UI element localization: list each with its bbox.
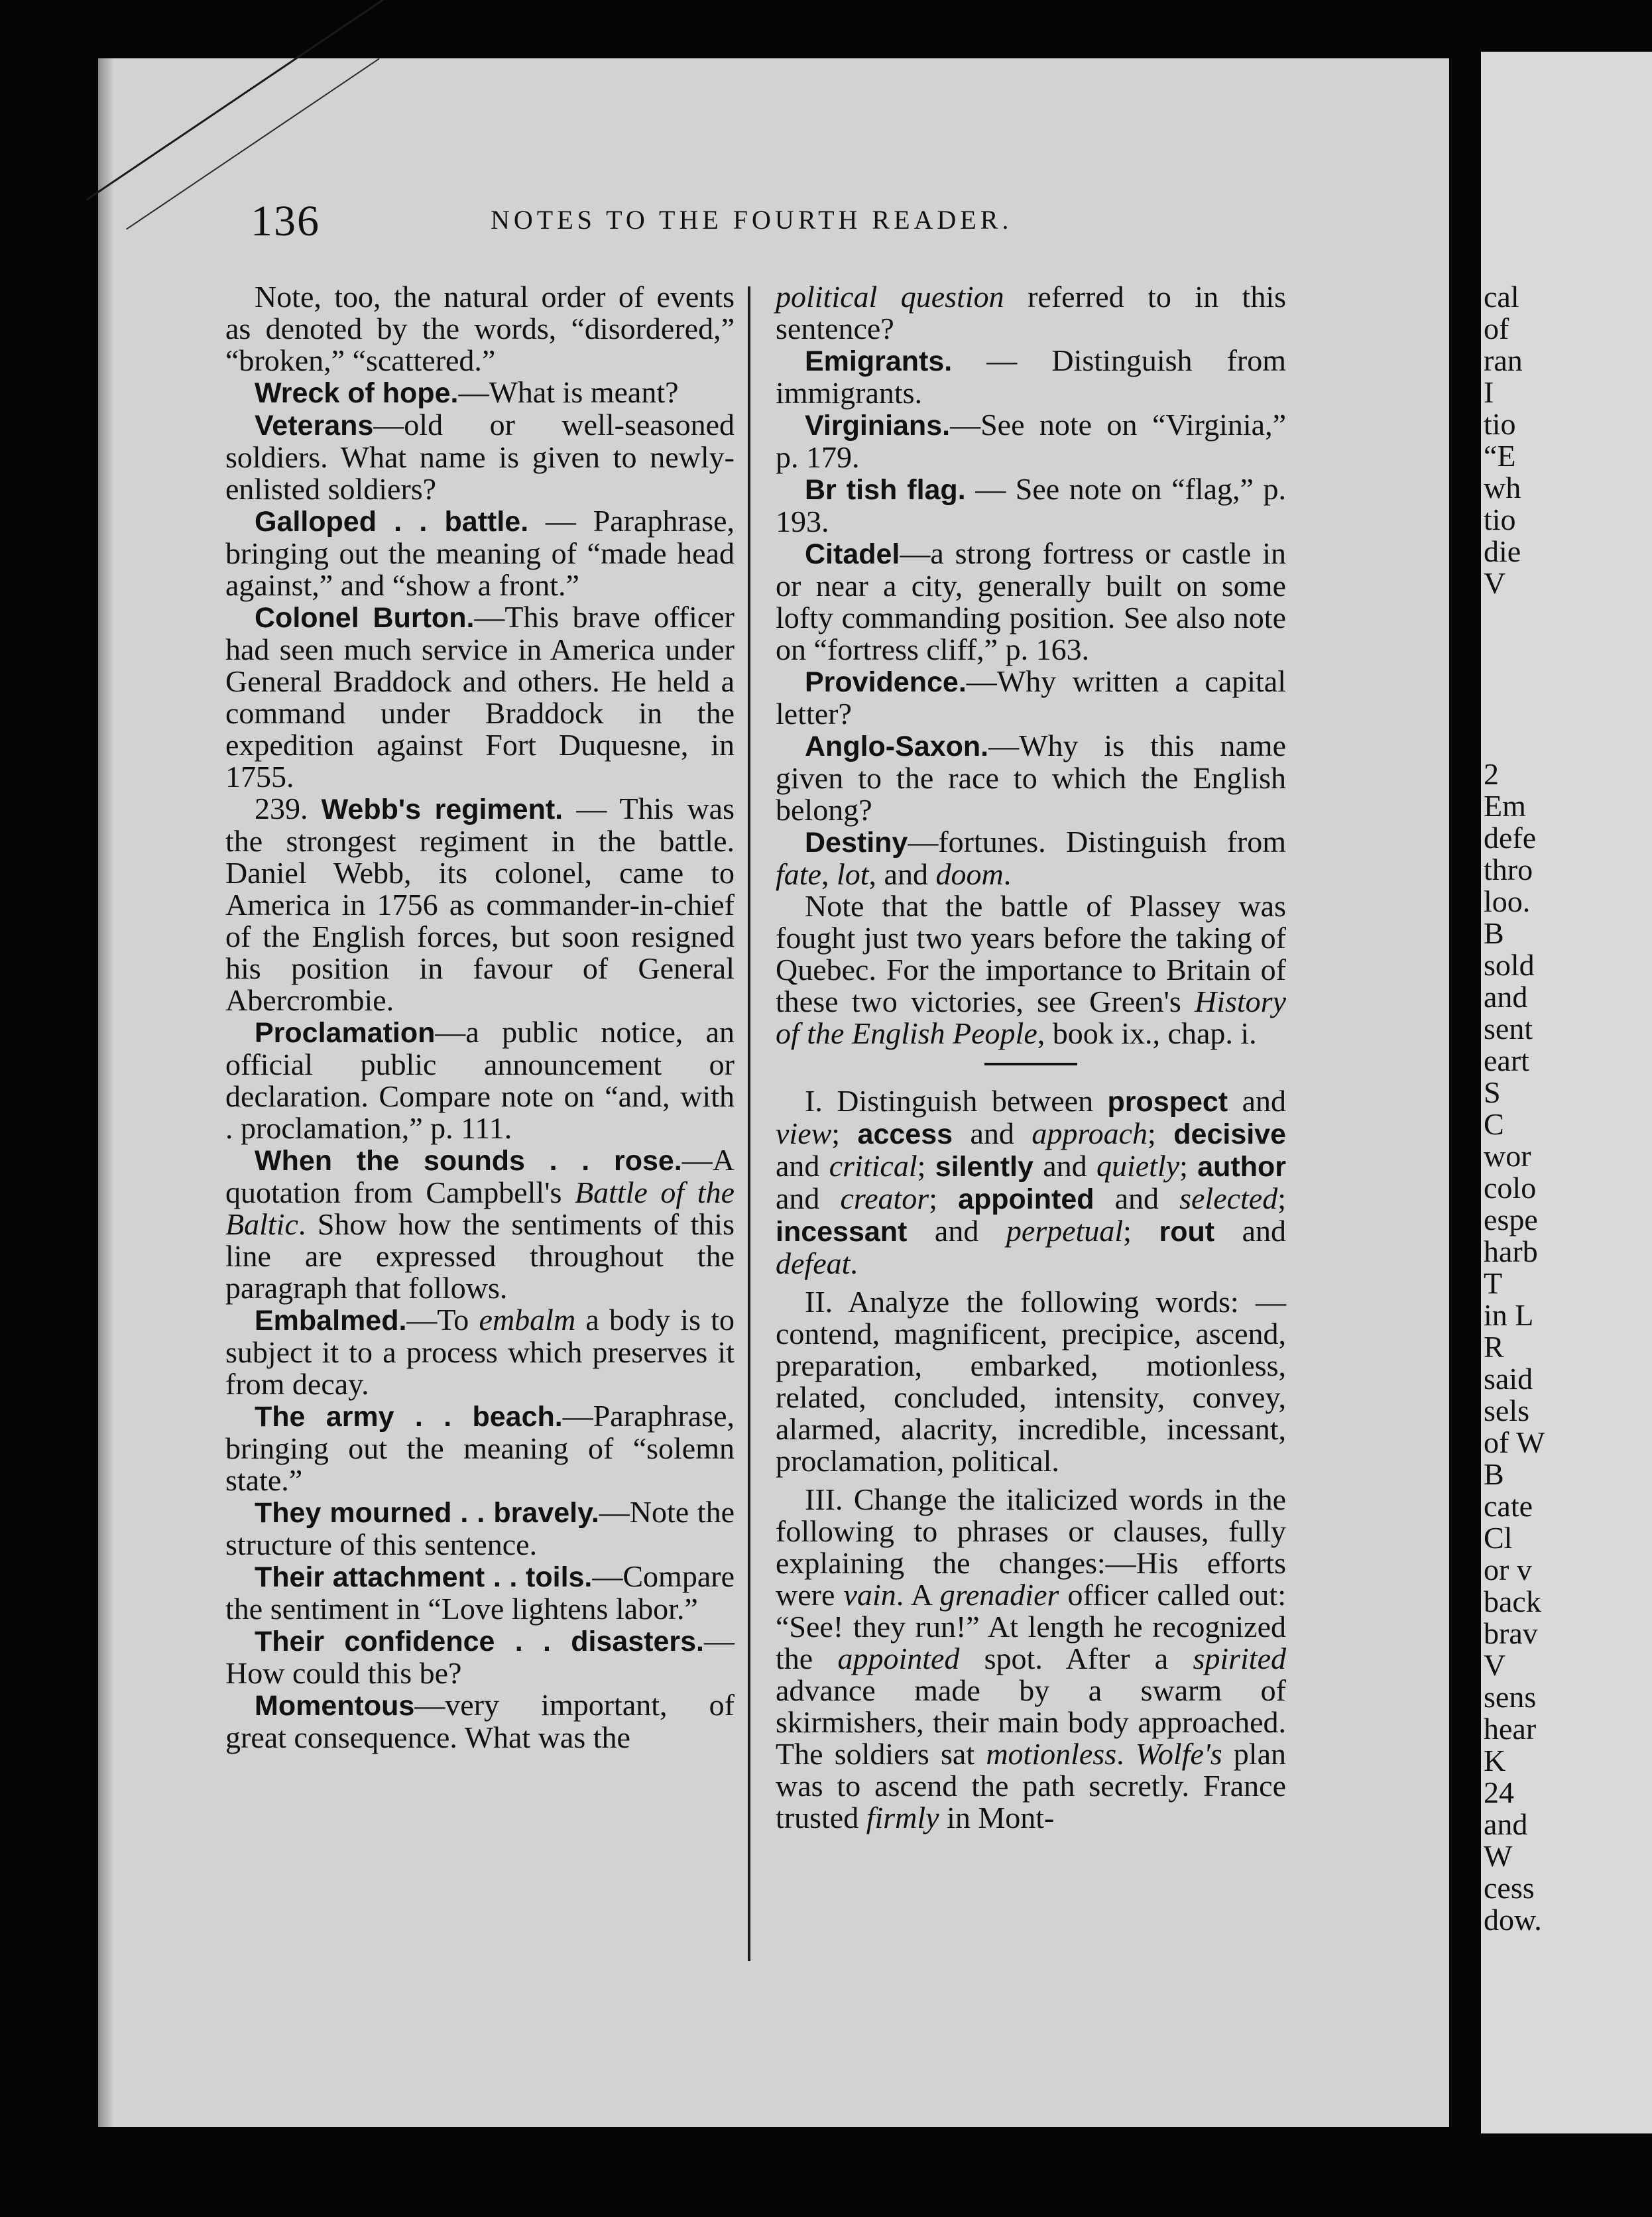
- note-headword: Wreck of hope.: [255, 377, 459, 409]
- adjacent-page-fragment: ran: [1484, 343, 1523, 377]
- exercise-text: ;: [917, 1149, 935, 1183]
- exercise-text: officer called out: “See! they run!” At length he recognized the: [776, 1578, 1286, 1675]
- adjacent-page-fragment: back: [1484, 1585, 1541, 1618]
- note-text: Note, too, the natural order of events as denoted by the words, “disordered,” “broken,” “scattered.”: [225, 280, 735, 377]
- note-paragraph: [225, 793, 735, 1016]
- adjacent-page-fragment: sold: [1484, 948, 1535, 982]
- adjacent-page-fragment: R: [1484, 1330, 1504, 1364]
- note-paragraph: [776, 538, 1286, 666]
- note-paragraph: [776, 345, 1286, 409]
- note-headword: They mourned . . bravely.: [255, 1497, 599, 1529]
- adjacent-page-fragment: [1484, 599, 1652, 631]
- note-paragraph: [776, 730, 1286, 826]
- note-italic: doom: [935, 857, 1004, 891]
- exercise-text: ;: [1148, 1116, 1174, 1150]
- note-headword: Br tish flag.: [805, 474, 966, 506]
- exercise-text: and: [1033, 1149, 1096, 1183]
- note-headword: Galloped . . battle.: [255, 506, 529, 538]
- note-italic: History of the English People: [776, 985, 1286, 1050]
- adjacent-page-fragment: hear: [1484, 1712, 1537, 1746]
- adjacent-page-fragment: sent: [1484, 1012, 1533, 1046]
- note-paragraph: [225, 1400, 735, 1496]
- adjacent-page-fragment: [1484, 727, 1652, 758]
- note-italic: embalm: [479, 1303, 576, 1337]
- adjacent-page-fragment: brav: [1484, 1616, 1538, 1650]
- note-headword: The army . . beach.: [255, 1401, 563, 1433]
- adjacent-page-fragment: C: [1484, 1107, 1504, 1141]
- note-text: Note that the battle of Plassey was fought just two years before the taking of Quebec. For the importance to Britain of these two victories, see Green's: [776, 889, 1286, 1018]
- adjacent-page-fragment: wor: [1484, 1139, 1531, 1173]
- adjacent-page-fragment: I: [1484, 375, 1494, 409]
- exercise-italic: critical: [829, 1149, 917, 1183]
- adjacent-page-fragment: V: [1484, 566, 1506, 600]
- adjacent-page-fragment: “E: [1484, 439, 1516, 473]
- exercise-italic: firmly: [866, 1801, 939, 1834]
- note-text: —very important, of great consequence. What was the: [225, 1688, 735, 1754]
- exercise-text: and: [776, 1149, 829, 1183]
- exercise-italic: perpetual: [1006, 1214, 1124, 1248]
- exercise-text: advance made by a swarm of skirmishers, their main body approached. The soldiers sat: [776, 1673, 1286, 1771]
- exercise-text: ;: [929, 1181, 959, 1215]
- adjacent-page-fragment: colo: [1484, 1171, 1537, 1205]
- note-paragraph: [776, 473, 1286, 538]
- adjacent-page-fragment: cess: [1484, 1871, 1535, 1905]
- note-headword: Their confidence . . disasters.: [255, 1626, 704, 1657]
- note-paragraph: [776, 666, 1286, 730]
- exercise-italic: approach: [1032, 1116, 1148, 1150]
- note-italic: lot: [836, 857, 869, 891]
- exercise-term: author: [1197, 1151, 1287, 1183]
- adjacent-page-fragment: die: [1484, 534, 1521, 568]
- note-text: .: [1003, 857, 1012, 891]
- note-text: —Compare the sentiment in “Love lightens labor.”: [225, 1559, 735, 1626]
- adjacent-page-fragment: harb: [1484, 1234, 1538, 1268]
- note-headword: Anglo-Saxon.: [805, 731, 989, 762]
- adjacent-page-fragment: and: [1484, 980, 1528, 1014]
- note-paragraph: [225, 1304, 735, 1400]
- note-text: —A quotation from Campbell's: [225, 1143, 735, 1209]
- exercise-text: ;: [1277, 1181, 1287, 1215]
- note-number: 239.: [255, 792, 322, 825]
- exercise-term: access: [857, 1118, 953, 1150]
- note-paragraph: [225, 1144, 735, 1304]
- adjacent-page-fragment: loo.: [1484, 884, 1531, 918]
- note-text: —old or well-seasoned soldiers. What name is given to newly-enlisted soldiers?: [225, 408, 735, 506]
- exercise-text: I. Distinguish between: [805, 1084, 1108, 1118]
- note-text: —Paraphrase, bringing out the meaning of “solemn state.”: [225, 1399, 735, 1497]
- exercise-text: ;: [831, 1116, 858, 1150]
- exercise-text: plan was to ascend the path secretly. France trusted: [776, 1737, 1287, 1834]
- adjacent-page-fragment: S: [1484, 1075, 1501, 1109]
- note-text: —What is meant?: [458, 375, 679, 409]
- exercise-text: and: [1214, 1214, 1287, 1248]
- note-text: — This was the strongest regiment in the battle. Daniel Webb, its colonel, came to America in 1756 as commander-in-chief of the English forces, but soon resigned his position in favour of General Abercrombie.: [225, 792, 735, 1017]
- exercise-text: and: [1094, 1181, 1180, 1215]
- adjacent-page-fragment: defe: [1484, 821, 1537, 855]
- exercise-italic: appointed: [837, 1642, 960, 1675]
- note-italic: Battle of the Baltic: [225, 1175, 735, 1241]
- adjacent-page-fragment: tio: [1484, 503, 1516, 536]
- note-headword: Colonel Burton.: [255, 602, 475, 634]
- note-text: —Why written a capital letter?: [776, 664, 1286, 731]
- note-text: referred to in this sentence?: [776, 280, 1287, 345]
- exercise-italic: grenadier: [939, 1578, 1059, 1612]
- exercise-text: and: [907, 1214, 1006, 1248]
- note-paragraph: [225, 281, 735, 377]
- note-headword: Destiny: [805, 827, 908, 859]
- adjacent-page-fragment: 2: [1484, 757, 1499, 791]
- exercise-italic: quietly: [1096, 1149, 1180, 1183]
- exercise-term: appointed: [958, 1183, 1094, 1215]
- adjacent-page-fragment: cate: [1484, 1489, 1533, 1523]
- adjacent-page-fragment: sens: [1484, 1680, 1537, 1714]
- adjacent-page-fragment: dow.: [1484, 1903, 1542, 1936]
- note-text: , and: [868, 857, 936, 891]
- note-paragraph: [776, 281, 1286, 345]
- note-headword: Emigrants.: [805, 345, 953, 377]
- note-paragraph: [225, 377, 735, 409]
- note-text: , book ix., chap. i.: [1037, 1016, 1257, 1050]
- note-headword: Proclamation: [255, 1017, 436, 1049]
- adjacent-page-fragment: B: [1484, 1457, 1504, 1491]
- adjacent-page-fragment: K: [1484, 1744, 1506, 1777]
- note-text: — See note on “flag,” p. 193.: [776, 472, 1286, 538]
- note-headword: Webb's regiment.: [321, 794, 563, 825]
- note-headword: Citadel: [805, 538, 900, 570]
- note-paragraph: [225, 1625, 735, 1689]
- exercise-italic: motionless: [986, 1737, 1117, 1771]
- note-paragraph: [776, 409, 1286, 473]
- note-paragraph: [225, 1561, 735, 1625]
- note-text: —This brave officer had seen much service in America under General Braddock and others. He held a command under Braddock in the expedition against Fort Duquesne, in 1755.: [225, 600, 735, 794]
- adjacent-page-fragment: W: [1484, 1839, 1513, 1873]
- note-text: . Show how the sentiments of this line are expressed throughout the paragraph that follows.: [225, 1207, 735, 1305]
- adjacent-page-fragment: in L: [1484, 1298, 1534, 1332]
- note-italic: fate: [776, 857, 821, 891]
- exercise-term: prospect: [1107, 1086, 1228, 1118]
- note-headword: Embalmed.: [255, 1305, 407, 1337]
- note-paragraph: [776, 826, 1286, 890]
- exercise-italic: spirited: [1193, 1642, 1286, 1675]
- adjacent-page-fragment: or v: [1484, 1553, 1532, 1587]
- exercise-text: ;: [1123, 1214, 1159, 1248]
- exercise-italic: vain: [843, 1578, 896, 1612]
- page-header: [251, 196, 1417, 243]
- exercise-text: .: [850, 1246, 858, 1280]
- exercise-italic: view: [776, 1116, 832, 1150]
- adjacent-page-fragment: of W: [1484, 1425, 1545, 1459]
- note-text: —Note the structure of this sentence.: [225, 1495, 735, 1561]
- note-headword: Providence.: [805, 666, 967, 698]
- adjacent-page-fragment: cal: [1484, 281, 1519, 314]
- adjacent-page-fragment: T: [1484, 1266, 1503, 1300]
- note-paragraph: [225, 1689, 735, 1754]
- note-text: —To: [406, 1303, 479, 1337]
- adjacent-page-fragment: [1484, 695, 1652, 727]
- right-column: [776, 281, 1286, 1834]
- note-text: — Distinguish from immigrants.: [776, 343, 1286, 410]
- exercise-italic: defeat: [776, 1246, 851, 1280]
- exercise-text: and: [953, 1116, 1032, 1150]
- note-headword: When the sounds . . rose.: [255, 1145, 682, 1177]
- exercise-italic: creator: [840, 1181, 929, 1215]
- note-headword: Veterans: [255, 410, 374, 442]
- section-separator: [984, 1063, 1077, 1065]
- adjacent-page-fragment: [1484, 631, 1652, 663]
- exercise-text: ;: [1179, 1149, 1198, 1183]
- left-column: [225, 281, 735, 1754]
- exercise-text: in Mont-: [939, 1801, 1055, 1834]
- adjacent-page-fragment: sels: [1484, 1394, 1529, 1427]
- exercise-term: incessant: [776, 1216, 908, 1248]
- exercise-text: .: [1116, 1737, 1136, 1771]
- running-head: NOTES TO THE FOURTH READER.: [491, 205, 1013, 235]
- adjacent-page-text: [1484, 281, 1652, 1936]
- exercise-text: and: [776, 1181, 841, 1215]
- note-headword: Momentous: [255, 1690, 415, 1722]
- adjacent-page-fragment: Cl: [1484, 1521, 1513, 1555]
- exercise-text: . A: [896, 1578, 940, 1612]
- note-paragraph: [225, 601, 735, 793]
- note-paragraph: [225, 409, 735, 505]
- exercise-text: spot. After a: [959, 1642, 1193, 1675]
- note-italic: political question: [776, 280, 1004, 314]
- adjacent-page-fragment: tio: [1484, 407, 1516, 441]
- adjacent-page-fragment: [1484, 663, 1652, 695]
- note-text: —a strong fortress or castle in or near a city, generally built on some lofty commanding position. See also note on “fortress cliff,” p. 163.: [776, 536, 1286, 666]
- note-text: —Why is this name given to the race to which the English belong?: [776, 729, 1286, 827]
- note-headword: Virginians.: [805, 410, 951, 442]
- page-binding-shadow: [98, 58, 114, 2127]
- adjacent-page-fragment: 24: [1484, 1775, 1514, 1809]
- adjacent-page-fragment: said: [1484, 1362, 1533, 1396]
- adjacent-page-fragment: eart: [1484, 1044, 1529, 1077]
- column-rule: [748, 286, 750, 1961]
- adjacent-page-fragment: espe: [1484, 1203, 1538, 1236]
- adjacent-page-fragment: Em: [1484, 789, 1526, 823]
- exercise-three: [776, 1484, 1286, 1834]
- adjacent-page-fragment: and: [1484, 1807, 1528, 1841]
- exercise-term: silently: [935, 1151, 1033, 1183]
- adjacent-page-fragment: of: [1484, 312, 1509, 345]
- page-number: 136: [251, 197, 320, 245]
- note-text: a body is to subject it to a process which preserves it from decay.: [225, 1303, 735, 1401]
- adjacent-page-fragment: B: [1484, 916, 1504, 950]
- note-paragraph: [776, 890, 1286, 1049]
- adjacent-page-fragment: V: [1484, 1648, 1506, 1682]
- note-text: —See note on “Virginia,” p. 179.: [776, 408, 1286, 474]
- note-paragraph: [225, 505, 735, 601]
- note-paragraph: [225, 1496, 735, 1561]
- exercise-text: and: [1228, 1084, 1286, 1118]
- exercise-one: [776, 1085, 1286, 1280]
- exercise-text: III. Change the italicized words in the following to phrases or clauses, fully explaining the changes:—His efforts were: [776, 1482, 1286, 1612]
- adjacent-page-fragment: thro: [1484, 853, 1533, 886]
- note-text: — Paraphrase, bringing out the meaning of “made head against,” and “show a front.”: [225, 504, 735, 602]
- exercise-term: decisive: [1173, 1118, 1287, 1150]
- note-text: ,: [821, 857, 837, 891]
- exercise-italic: Wolfe's: [1135, 1737, 1222, 1771]
- adjacent-page-fragment: wh: [1484, 471, 1521, 505]
- exercise-term: rout: [1159, 1216, 1215, 1248]
- exercise-italic: selected: [1179, 1181, 1278, 1215]
- note-text: —How could this be?: [225, 1624, 735, 1690]
- note-text: —a public notice, an official public announcement or declaration. Compare note on “and, with . proclamation,” p. 111.: [225, 1015, 735, 1145]
- exercise-two: II. Analyze the following words: —contend, magnificent, precipice, ascend, preparation, embarked, motionless, related, concluded, intensity, convey, alarmed, alacrity, incredible, incessant, proclamation, political.: [776, 1285, 1286, 1478]
- note-text: —fortunes. Distinguish from: [908, 825, 1286, 859]
- note-paragraph: [225, 1016, 735, 1144]
- note-headword: Their attachment . . toils.: [255, 1561, 593, 1593]
